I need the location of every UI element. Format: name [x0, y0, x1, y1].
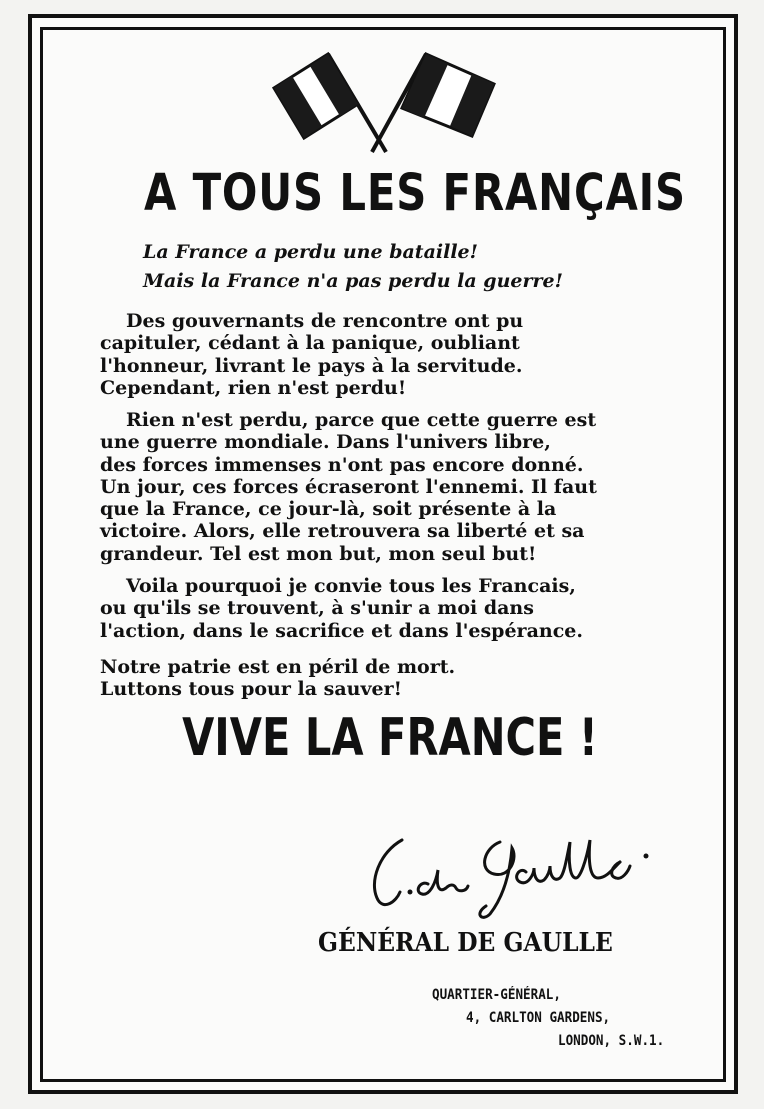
text-line: grandeur. Tel est mon but, mon seul but!: [100, 542, 537, 565]
address-line: QUARTIER-GÉNÉRAL,: [432, 987, 561, 1003]
text-line: Luttons tous pour la sauver!: [100, 678, 402, 701]
crossed-french-flags-icon: [268, 48, 500, 160]
text-line: que la France, ce jour-là, soit présente à la: [100, 498, 557, 521]
paragraph-1: [100, 310, 666, 399]
address-line: 4, CARLTON GARDENS,: [466, 1010, 611, 1026]
text-line: Rien n'est perdu, parce que cette guerre est: [126, 409, 597, 431]
paragraph-4: [100, 656, 666, 701]
text-line: Un jour, ces forces écraseront l'ennemi. Il faut: [100, 475, 597, 498]
text-line: l'action, dans le sacrifice et dans l'espérance.: [100, 619, 583, 642]
paragraph-3: [100, 575, 666, 642]
address-line: LONDON, S.W.1.: [558, 1033, 665, 1049]
text-line: Des gouvernants de rencontre ont pu: [126, 310, 524, 332]
poster-title: A TOUS LES FRANÇAIS: [144, 164, 686, 223]
text-line: Cependant, rien n'est perdu!: [100, 376, 407, 399]
signatory-name: GÉNÉRAL DE GAULLE: [318, 928, 613, 958]
text-line: ou qu'ils se trouvent, à s'unir a moi dans: [100, 597, 534, 620]
text-line: capituler, cédant à la panique, oubliant: [100, 332, 520, 355]
text-line: victoire. Alors, elle retrouvera sa liberté et sa: [100, 520, 585, 543]
subtitle-line: La France a perdu une bataille!: [143, 241, 478, 263]
text-line: Voila pourquoi je convie tous les Francais,: [126, 575, 576, 597]
text-line: des forces immenses n'ont pas encore donné.: [100, 453, 584, 476]
handwritten-signature: [350, 822, 670, 922]
text-line: une guerre mondiale. Dans l'univers libre,: [100, 431, 551, 454]
paragraph-2: [100, 409, 666, 565]
text-line: l'honneur, livrant le pays à la servitude.: [100, 354, 523, 377]
subtitle-line: Mais la France n'a pas perdu la guerre!: [143, 270, 563, 292]
closing-slogan: VIVE LA FRANCE !: [182, 708, 598, 768]
text-line: Notre patrie est en péril de mort.: [100, 656, 456, 678]
